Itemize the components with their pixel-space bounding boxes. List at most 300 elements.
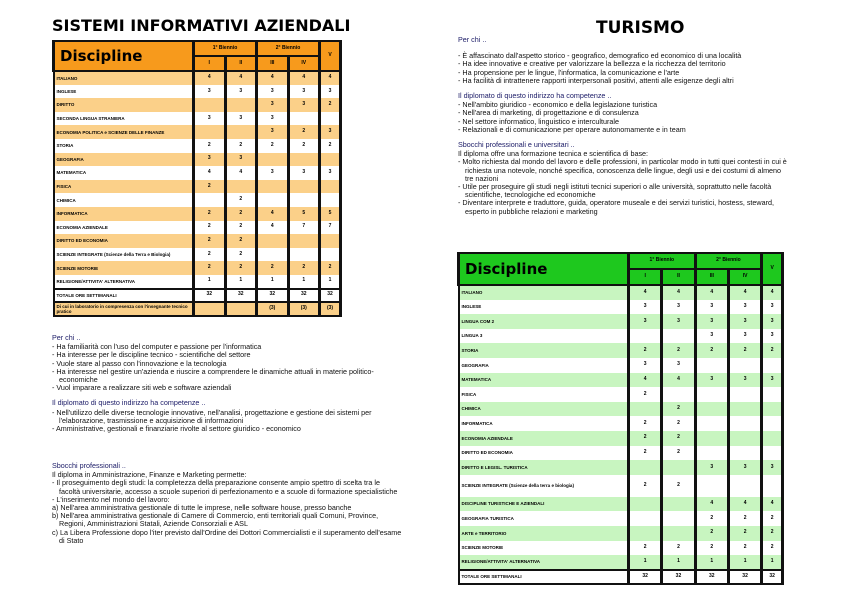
hours-cell: 3 bbox=[288, 98, 320, 112]
hours-cell bbox=[762, 416, 783, 431]
year-header: V bbox=[320, 41, 341, 71]
list-item: - Relazionali e di comunicazione per operare autonomamente e in team bbox=[458, 124, 686, 134]
year-header: III bbox=[695, 269, 728, 285]
hours-cell bbox=[762, 358, 783, 373]
hours-cell bbox=[728, 475, 761, 497]
subject-name: RELIGIONE/ATTIVITA' ALTERNATIVA bbox=[54, 275, 194, 289]
list-item: - L'inserimento nel mondo del lavoro: bbox=[52, 494, 170, 504]
hours-cell: 3 bbox=[629, 300, 662, 315]
table-row bbox=[459, 570, 783, 585]
table-row bbox=[459, 416, 783, 431]
subject-name: DIRITTO ED ECONOMIA bbox=[459, 446, 629, 461]
hours-cell bbox=[728, 431, 761, 446]
subject-name: ITALIANO bbox=[459, 285, 629, 300]
subject-name: FISICA bbox=[54, 180, 194, 194]
sbocchi-list bbox=[52, 479, 402, 545]
hours-cell: 2 bbox=[194, 221, 226, 235]
hours-cell: 2 bbox=[320, 139, 341, 153]
table-row bbox=[459, 541, 783, 556]
list-item: - Ha idee innovative e creative per valorizzare la bellezza e la ricchezza del territorio bbox=[458, 59, 726, 69]
table-row bbox=[459, 402, 783, 417]
list-item: - Vuole stare al passo con l'innovazione e la tecnologia bbox=[52, 358, 227, 368]
hours-cell: 3 bbox=[695, 314, 728, 329]
table-row bbox=[54, 302, 341, 316]
hours-cell: 3 bbox=[762, 314, 783, 329]
hours-cell bbox=[695, 475, 728, 497]
hours-cell bbox=[662, 329, 695, 344]
competenze-heading: Il diplomato di questo indirizzo ha competenze .. bbox=[52, 398, 206, 408]
hours-cell: 2 bbox=[629, 343, 662, 358]
subject-name: INGLESE bbox=[54, 85, 194, 99]
hours-cell: 4 bbox=[695, 285, 728, 300]
hours-cell: 2 bbox=[695, 541, 728, 556]
subject-name: TOTALE ORE SETTIMANALI bbox=[459, 570, 629, 585]
hours-cell bbox=[288, 180, 320, 194]
table-row bbox=[459, 387, 783, 402]
hours-cell: 4 bbox=[257, 71, 289, 85]
hours-cell bbox=[762, 387, 783, 402]
list-item: c) La Libera Professione dopo l'iter previsto dall'Ordine dei Dottori Commercialisti e il superamento dell'esame di Stato bbox=[52, 527, 402, 545]
hours-cell: 7 bbox=[288, 221, 320, 235]
hours-cell: 1 bbox=[320, 275, 341, 289]
hours-cell: 3 bbox=[695, 460, 728, 475]
hours-cell bbox=[629, 402, 662, 417]
competenze-list bbox=[52, 409, 402, 434]
subject-name: LINGUA 3 bbox=[459, 329, 629, 344]
hours-cell: 3 bbox=[194, 112, 226, 126]
hours-cell: 1 bbox=[629, 555, 662, 570]
hours-cell: 2 bbox=[662, 416, 695, 431]
hours-cell: 2 bbox=[225, 193, 257, 207]
table-row bbox=[459, 431, 783, 446]
hours-cell: 2 bbox=[662, 446, 695, 461]
subject-name: SECONDA LINGUA STRANIERA bbox=[54, 112, 194, 126]
hours-cell: 32 bbox=[257, 289, 289, 303]
subject-name: LINGUA COM 2 bbox=[459, 314, 629, 329]
hours-cell bbox=[194, 125, 226, 139]
list-item: - Ha interesse per le discipline tecnico - scientifiche del settore bbox=[52, 350, 251, 360]
hours-cell bbox=[762, 475, 783, 497]
table-row bbox=[54, 289, 341, 303]
hours-cell: 4 bbox=[762, 285, 783, 300]
hours-cell bbox=[288, 112, 320, 126]
subject-name: ARTE e TERRITORIO bbox=[459, 526, 629, 541]
hours-cell: 3 bbox=[728, 373, 761, 388]
hours-cell: 3 bbox=[662, 314, 695, 329]
list-item: - Molto richiesta dal mondo del lavoro e delle professioni, in particolar modo in tutti quei contesti in cui è richiesta una notevole, nonché specifica, conoscenza delle lingue, degli usi e dei costumi di almeno tre nazioni bbox=[458, 157, 787, 183]
hours-cell: 2 bbox=[629, 541, 662, 556]
hours-cell: 2 bbox=[762, 541, 783, 556]
table-row bbox=[459, 497, 783, 512]
hours-cell bbox=[695, 431, 728, 446]
subject-name: SCIENZE MOTORIE bbox=[54, 261, 194, 275]
table-row bbox=[459, 373, 783, 388]
table-row bbox=[54, 207, 341, 221]
hours-cell: 3 bbox=[662, 300, 695, 315]
hours-cell bbox=[257, 234, 289, 248]
list-item: - Ha facilità di intrattenere rapporti interpersonali positivi, attenti alle esigenze degli altri bbox=[458, 75, 734, 85]
hours-cell: 3 bbox=[257, 166, 289, 180]
hours-cell: (3) bbox=[288, 302, 320, 316]
hours-cell: 2 bbox=[728, 343, 761, 358]
hours-cell: 3 bbox=[288, 166, 320, 180]
table-row bbox=[54, 71, 341, 85]
hours-cell: 2 bbox=[629, 387, 662, 402]
right-title: TURISMO bbox=[596, 18, 685, 38]
hours-cell: 4 bbox=[320, 71, 341, 85]
hours-cell: 2 bbox=[629, 431, 662, 446]
subject-name: GEOGRAFIA bbox=[459, 358, 629, 373]
hours-cell: 1 bbox=[695, 555, 728, 570]
hours-cell: 4 bbox=[194, 71, 226, 85]
hours-cell: 32 bbox=[629, 570, 662, 585]
hours-cell: 3 bbox=[762, 329, 783, 344]
hours-cell: 4 bbox=[662, 373, 695, 388]
hours-cell: 2 bbox=[288, 125, 320, 139]
hours-cell bbox=[257, 153, 289, 167]
hours-cell: 3 bbox=[662, 358, 695, 373]
per-chi-list bbox=[458, 52, 788, 85]
per-chi-heading: Per chi .. bbox=[52, 333, 81, 342]
list-item: b) Nell'area amministrativa gestionale di Camere di Commercio, enti territoriali quali Comuni, Province, Regioni, Amministrazioni Statali, Aziende Consorziali e ASL bbox=[52, 511, 379, 529]
hours-cell: 1 bbox=[728, 555, 761, 570]
year-header: II bbox=[662, 269, 695, 285]
turismo-hours-table bbox=[457, 252, 784, 585]
hours-cell bbox=[762, 446, 783, 461]
hours-cell: 3 bbox=[695, 300, 728, 315]
table-row bbox=[459, 460, 783, 475]
hours-cell bbox=[662, 511, 695, 526]
hours-cell: 32 bbox=[728, 570, 761, 585]
hours-cell: 3 bbox=[762, 373, 783, 388]
subject-name: GEOGRAFIA bbox=[54, 153, 194, 167]
hours-cell: 2 bbox=[695, 343, 728, 358]
hours-cell: 4 bbox=[225, 71, 257, 85]
hours-cell bbox=[320, 193, 341, 207]
hours-cell bbox=[225, 125, 257, 139]
subject-name: DIRITTO bbox=[54, 98, 194, 112]
subject-name: MATEMATICA bbox=[459, 373, 629, 388]
hours-cell bbox=[194, 98, 226, 112]
hours-cell: 2 bbox=[194, 261, 226, 275]
list-item: - Nell'area di marketing, di progettazione e di consulenza bbox=[458, 108, 639, 118]
hours-cell: 2 bbox=[662, 431, 695, 446]
hours-cell: 4 bbox=[728, 497, 761, 512]
hours-cell: 3 bbox=[629, 314, 662, 329]
hours-cell bbox=[695, 358, 728, 373]
table-row bbox=[54, 85, 341, 99]
sbocchi-heading: Sbocchi professionali .. bbox=[52, 461, 126, 470]
list-item: - Diventare interprete e traduttore, guida, operatore museale e dei servizi turistici, hostess, steward, esperto in pubbliche relazioni e marketing bbox=[458, 198, 775, 216]
hours-cell: 4 bbox=[257, 221, 289, 235]
year-header: III bbox=[257, 56, 289, 71]
hours-cell bbox=[288, 234, 320, 248]
table-row bbox=[54, 112, 341, 126]
hours-cell: 2 bbox=[257, 139, 289, 153]
hours-cell: 4 bbox=[257, 207, 289, 221]
subject-name: INFORMATICA bbox=[54, 207, 194, 221]
hours-cell bbox=[629, 497, 662, 512]
biennio2-header: 2° Biennio bbox=[695, 253, 762, 269]
hours-cell bbox=[320, 180, 341, 194]
list-item: - Il proseguimento degli studi: la completezza della preparazione consente ampio spettro di scelta tra le facoltà universitarie, accesso a scuole superiori di perfezionamento e a scuole di formazione specialistiche bbox=[52, 478, 398, 496]
hours-cell bbox=[257, 248, 289, 262]
hours-cell: 1 bbox=[225, 275, 257, 289]
subject-name: ECONOMIA AZIENDALE bbox=[459, 431, 629, 446]
table-row bbox=[459, 511, 783, 526]
table-row bbox=[54, 234, 341, 248]
table-row bbox=[54, 248, 341, 262]
list-item: - Ha familiarità con l'uso del computer e passione per l'informatica bbox=[52, 342, 262, 352]
list-item: - Amministrative, gestionali e finanziarie rivolte al settore giuridico - economico bbox=[52, 424, 301, 434]
hours-cell: (3) bbox=[257, 302, 289, 316]
hours-cell bbox=[629, 460, 662, 475]
hours-cell bbox=[225, 302, 257, 316]
hours-cell: 4 bbox=[629, 373, 662, 388]
hours-cell: 4 bbox=[225, 166, 257, 180]
subject-name: GEOGRAFIA TURISTICA bbox=[459, 511, 629, 526]
hours-cell bbox=[662, 460, 695, 475]
hours-cell: 3 bbox=[695, 373, 728, 388]
hours-cell bbox=[288, 248, 320, 262]
hours-cell: 3 bbox=[225, 153, 257, 167]
hours-cell bbox=[695, 416, 728, 431]
hours-cell bbox=[320, 234, 341, 248]
table-row bbox=[459, 475, 783, 497]
hours-cell bbox=[728, 358, 761, 373]
hours-cell: 2 bbox=[762, 343, 783, 358]
list-item: - Ha propensione per le lingue, l'informatica, la comunicazione e l'arte bbox=[458, 67, 680, 77]
hours-cell: 2 bbox=[629, 446, 662, 461]
hours-cell: 2 bbox=[257, 261, 289, 275]
sbocchi-heading: Sbocchi professionali e universitari .. bbox=[458, 140, 575, 150]
hours-cell bbox=[728, 416, 761, 431]
biennio2-header: 2° Biennio bbox=[257, 41, 320, 56]
hours-cell: 2 bbox=[662, 343, 695, 358]
hours-cell: 32 bbox=[320, 289, 341, 303]
competenze-heading: Il diplomato di questo indirizzo ha competenze .. bbox=[458, 91, 612, 101]
sbocchi-intro: Il diploma in Amministrazione, Finanze e Marketing permette: bbox=[52, 470, 247, 480]
hours-cell: 2 bbox=[728, 541, 761, 556]
hours-cell: 2 bbox=[695, 511, 728, 526]
hours-cell: 3 bbox=[728, 460, 761, 475]
discipline-header: Discipline bbox=[54, 41, 194, 71]
hours-cell: 2 bbox=[762, 526, 783, 541]
hours-cell: 2 bbox=[662, 541, 695, 556]
hours-cell: 3 bbox=[695, 329, 728, 344]
hours-cell: 1 bbox=[762, 555, 783, 570]
list-item: - Vuol imparare a realizzare siti web e software aziendali bbox=[52, 383, 232, 393]
table-row bbox=[459, 446, 783, 461]
year-header: I bbox=[629, 269, 662, 285]
hours-cell bbox=[728, 402, 761, 417]
hours-cell: 2 bbox=[194, 207, 226, 221]
hours-cell bbox=[695, 446, 728, 461]
table-row bbox=[459, 300, 783, 315]
hours-cell: 2 bbox=[225, 248, 257, 262]
hours-cell: 2 bbox=[762, 511, 783, 526]
hours-cell: (3) bbox=[320, 302, 341, 316]
hours-cell: 2 bbox=[728, 526, 761, 541]
subject-name: DIRITTO E LEGISL. TURISTICA bbox=[459, 460, 629, 475]
table-row bbox=[459, 285, 783, 300]
subject-name: FISICA bbox=[459, 387, 629, 402]
hours-cell: 2 bbox=[225, 139, 257, 153]
hours-cell: 2 bbox=[225, 221, 257, 235]
hours-cell: 2 bbox=[728, 511, 761, 526]
hours-cell: 32 bbox=[225, 289, 257, 303]
subject-name: RELIGIONE/ATTIVITA' ALTERNATIVA bbox=[459, 555, 629, 570]
hours-cell: 5 bbox=[288, 207, 320, 221]
list-item: - È affascinato dall'aspetto storico - geografico, demografico ed economico di una località bbox=[458, 51, 742, 61]
hours-cell bbox=[695, 402, 728, 417]
year-header: IV bbox=[288, 56, 320, 71]
hours-cell bbox=[194, 193, 226, 207]
hours-cell: 1 bbox=[288, 275, 320, 289]
hours-cell: 3 bbox=[257, 85, 289, 99]
hours-cell: 32 bbox=[288, 289, 320, 303]
hours-cell: 2 bbox=[629, 416, 662, 431]
hours-cell: 2 bbox=[320, 98, 341, 112]
table-row bbox=[54, 275, 341, 289]
subject-name: SCIENZE INTEGRATE (Scienze della Terra e Biologia) bbox=[54, 248, 194, 262]
hours-cell: 4 bbox=[288, 71, 320, 85]
subject-name: INGLESE bbox=[459, 300, 629, 315]
hours-cell: 4 bbox=[695, 497, 728, 512]
hours-cell bbox=[762, 431, 783, 446]
hours-cell: 2 bbox=[194, 180, 226, 194]
hours-cell: 3 bbox=[225, 85, 257, 99]
per-chi-heading: Per chi .. bbox=[458, 35, 487, 44]
hours-cell bbox=[225, 180, 257, 194]
table-row bbox=[54, 98, 341, 112]
hours-cell: 3 bbox=[257, 98, 289, 112]
hours-cell: 3 bbox=[194, 85, 226, 99]
hours-cell: 3 bbox=[320, 166, 341, 180]
subject-name: TOTALE ORE SETTIMANALI bbox=[54, 289, 194, 303]
hours-cell: 4 bbox=[629, 285, 662, 300]
list-item: - Nell'ambito giuridico - economico e della legislazione turistica bbox=[458, 100, 658, 110]
list-item: - Nel settore informatico, linguistico e interculturale bbox=[458, 116, 619, 126]
hours-cell: 3 bbox=[762, 460, 783, 475]
hours-cell: 2 bbox=[194, 139, 226, 153]
hours-cell bbox=[728, 446, 761, 461]
biennio1-header: 1° Biennio bbox=[629, 253, 696, 269]
hours-cell: 7 bbox=[320, 221, 341, 235]
subject-name: ITALIANO bbox=[54, 71, 194, 85]
hours-cell: 2 bbox=[225, 234, 257, 248]
hours-cell bbox=[257, 193, 289, 207]
hours-cell: 32 bbox=[695, 570, 728, 585]
table-row bbox=[54, 153, 341, 167]
hours-cell bbox=[695, 387, 728, 402]
hours-cell: 4 bbox=[194, 166, 226, 180]
hours-cell bbox=[320, 112, 341, 126]
hours-cell: 3 bbox=[257, 125, 289, 139]
table-row bbox=[54, 261, 341, 275]
hours-cell: 3 bbox=[320, 125, 341, 139]
hours-cell bbox=[194, 302, 226, 316]
hours-cell bbox=[257, 180, 289, 194]
hours-cell bbox=[225, 98, 257, 112]
subject-name: STORIA bbox=[459, 343, 629, 358]
hours-cell: 3 bbox=[288, 85, 320, 99]
hours-cell: 2 bbox=[695, 526, 728, 541]
hours-cell: 3 bbox=[320, 85, 341, 99]
hours-cell: 3 bbox=[225, 112, 257, 126]
table-row bbox=[54, 139, 341, 153]
list-item: - Utile per proseguire gli studi negli istituti tecnici superiori o alle università, soprattutto nelle facoltà scientifiche, tecnologiche ed economiche bbox=[458, 182, 772, 200]
hours-cell bbox=[762, 402, 783, 417]
hours-cell: 2 bbox=[320, 261, 341, 275]
hours-cell: 2 bbox=[225, 207, 257, 221]
hours-cell bbox=[728, 387, 761, 402]
table-row bbox=[54, 125, 341, 139]
hours-cell: 2 bbox=[225, 261, 257, 275]
right-text bbox=[458, 36, 788, 216]
hours-cell: 32 bbox=[662, 570, 695, 585]
hours-cell bbox=[629, 511, 662, 526]
hours-cell bbox=[662, 497, 695, 512]
left-sbocchi bbox=[52, 462, 402, 545]
hours-cell bbox=[662, 526, 695, 541]
hours-cell: 2 bbox=[629, 475, 662, 497]
hours-cell: 1 bbox=[194, 275, 226, 289]
hours-cell: 32 bbox=[762, 570, 783, 585]
hours-cell: 4 bbox=[762, 497, 783, 512]
list-item: - Ha interesse nel gestire un'azienda e riuscire a comprendere le dinamiche attuali in materie politico-economiche bbox=[52, 366, 374, 385]
hours-cell bbox=[320, 153, 341, 167]
hours-cell: 3 bbox=[728, 314, 761, 329]
subject-name: INFORMATICA bbox=[459, 416, 629, 431]
hours-cell: 2 bbox=[288, 139, 320, 153]
subject-name: CHIMICA bbox=[459, 402, 629, 417]
subject-name: CHIMICA bbox=[54, 193, 194, 207]
hours-cell: 3 bbox=[257, 112, 289, 126]
subject-name: DISCIPLINE TURISTICHE E AZIENDALI bbox=[459, 497, 629, 512]
subject-name: Di cui in laboratorio in compresenza con l'insegnante tecnico pratico bbox=[54, 302, 194, 316]
subject-name: ECONOMIA AZIENDALE bbox=[54, 221, 194, 235]
hours-cell bbox=[662, 387, 695, 402]
hours-cell: 2 bbox=[194, 234, 226, 248]
left-title: SISTEMI INFORMATIVI AZIENDALI bbox=[52, 16, 351, 35]
per-chi-list bbox=[52, 343, 402, 392]
hours-cell bbox=[288, 193, 320, 207]
hours-cell bbox=[320, 248, 341, 262]
subject-name: MATEMATICA bbox=[54, 166, 194, 180]
table-row bbox=[459, 343, 783, 358]
biennio1-header: 1° Biennio bbox=[194, 41, 257, 56]
hours-cell bbox=[288, 153, 320, 167]
subject-name: ECONOMIA POLITICA e SCIENZE DELLE FINANZE bbox=[54, 125, 194, 139]
sia-hours-table bbox=[52, 40, 342, 317]
sbocchi-intro: Il diploma offre una formazione tecnica e scientifica di base: bbox=[458, 149, 649, 159]
hours-cell: 5 bbox=[320, 207, 341, 221]
subject-name: STORIA bbox=[54, 139, 194, 153]
table-row bbox=[459, 314, 783, 329]
hours-cell bbox=[629, 526, 662, 541]
hours-cell: 3 bbox=[762, 300, 783, 315]
subject-name: DIRITTO ED ECONOMIA bbox=[54, 234, 194, 248]
year-header: V bbox=[762, 253, 783, 285]
hours-cell: 3 bbox=[194, 153, 226, 167]
hours-cell: 1 bbox=[662, 555, 695, 570]
hours-cell: 2 bbox=[194, 248, 226, 262]
year-header: II bbox=[225, 56, 257, 71]
hours-cell: 3 bbox=[629, 358, 662, 373]
table-row bbox=[459, 329, 783, 344]
sbocchi-list bbox=[458, 158, 788, 215]
